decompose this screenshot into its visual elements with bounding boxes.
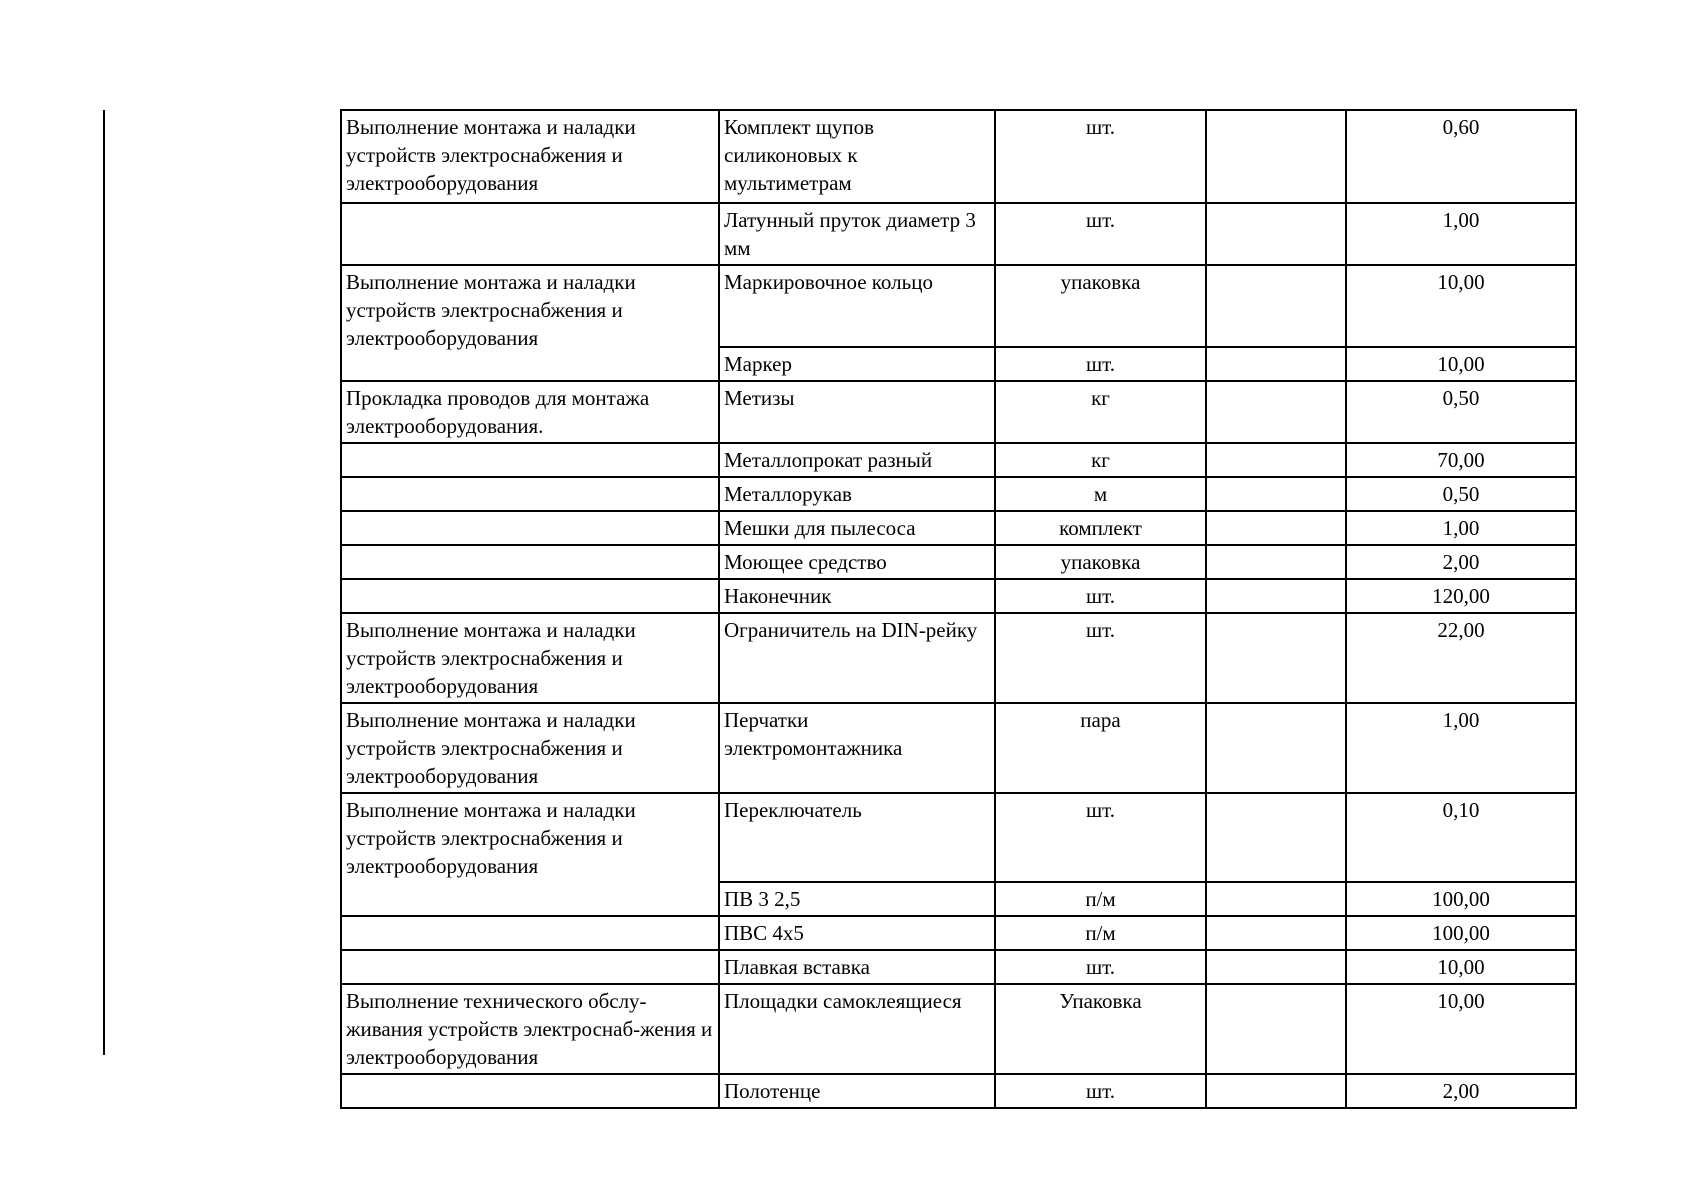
activity-cell bbox=[341, 511, 719, 545]
activity-cell: Выполнение монтажа и наладки устройств электроснабжения и электрооборудования bbox=[341, 613, 719, 703]
activity-cell: Прокладка проводов для монтажа электрооборудования. bbox=[341, 381, 719, 443]
table-row bbox=[341, 477, 1576, 511]
activity-cell bbox=[341, 1074, 719, 1108]
price-cell bbox=[1206, 477, 1346, 511]
item-cell: Металлопрокат разный bbox=[719, 443, 995, 477]
item-cell: Площадки самоклеящиеся bbox=[719, 984, 995, 1074]
item-cell: Полотенце bbox=[719, 1074, 995, 1108]
item-cell: ПВС 4х5 bbox=[719, 916, 995, 950]
item-cell: Мешки для пылесоса bbox=[719, 511, 995, 545]
item-cell: Металлорукав bbox=[719, 477, 995, 511]
qty-cell: 10,00 bbox=[1346, 347, 1576, 381]
table-row bbox=[341, 703, 1576, 793]
price-cell bbox=[1206, 1074, 1346, 1108]
table-row bbox=[341, 110, 1576, 203]
item-cell: Перчатки электромонтажника bbox=[719, 703, 995, 793]
item-cell: Маркер bbox=[719, 347, 995, 381]
unit-cell: кг bbox=[995, 443, 1206, 477]
unit-cell: комплект bbox=[995, 511, 1206, 545]
activity-cell bbox=[341, 477, 719, 511]
qty-cell: 22,00 bbox=[1346, 613, 1576, 703]
activity-cell: Выполнение технического обслу-живания устройств электроснаб-жения и электрооборудования bbox=[341, 984, 719, 1074]
price-cell bbox=[1206, 545, 1346, 579]
unit-cell: м bbox=[995, 477, 1206, 511]
qty-cell: 10,00 bbox=[1346, 265, 1576, 347]
item-cell: Моющее средство bbox=[719, 545, 995, 579]
item-cell: Метизы bbox=[719, 381, 995, 443]
price-cell bbox=[1206, 110, 1346, 203]
price-cell bbox=[1206, 381, 1346, 443]
qty-cell: 0,50 bbox=[1346, 477, 1576, 511]
left-margin-rule bbox=[103, 110, 105, 1055]
price-cell bbox=[1206, 916, 1346, 950]
item-cell: Переключатель bbox=[719, 793, 995, 882]
price-cell bbox=[1206, 703, 1346, 793]
unit-cell: пара bbox=[995, 703, 1206, 793]
table-row bbox=[341, 443, 1576, 477]
activity-cell bbox=[341, 950, 719, 984]
materials-table bbox=[340, 109, 1577, 1109]
activity-cell: Выполнение монтажа и наладки устройств электроснабжения и электрооборудования bbox=[341, 265, 719, 381]
table-row bbox=[341, 511, 1576, 545]
table-row bbox=[341, 545, 1576, 579]
qty-cell: 0,60 bbox=[1346, 110, 1576, 203]
item-cell: ПВ 3 2,5 bbox=[719, 882, 995, 916]
unit-cell: упаковка bbox=[995, 265, 1206, 347]
price-cell bbox=[1206, 579, 1346, 613]
activity-cell bbox=[341, 443, 719, 477]
item-cell: Латунный пруток диаметр 3 мм bbox=[719, 203, 995, 265]
price-cell bbox=[1206, 882, 1346, 916]
qty-cell: 1,00 bbox=[1346, 703, 1576, 793]
price-cell bbox=[1206, 265, 1346, 347]
unit-cell: п/м bbox=[995, 916, 1206, 950]
unit-cell: шт. bbox=[995, 203, 1206, 265]
unit-cell: шт. bbox=[995, 613, 1206, 703]
item-cell: Комплект щупов силиконовых к мультиметрам bbox=[719, 110, 995, 203]
activity-cell bbox=[341, 203, 719, 265]
table-row bbox=[341, 613, 1576, 703]
activity-cell: Выполнение монтажа и наладки устройств электроснабжения и электрооборудования bbox=[341, 110, 719, 203]
unit-cell: шт. bbox=[995, 793, 1206, 882]
qty-cell: 100,00 bbox=[1346, 916, 1576, 950]
price-cell bbox=[1206, 347, 1346, 381]
price-cell bbox=[1206, 950, 1346, 984]
qty-cell: 0,10 bbox=[1346, 793, 1576, 882]
qty-cell: 10,00 bbox=[1346, 984, 1576, 1074]
price-cell bbox=[1206, 793, 1346, 882]
unit-cell: шт. bbox=[995, 1074, 1206, 1108]
activity-cell bbox=[341, 579, 719, 613]
unit-cell: Упаковка bbox=[995, 984, 1206, 1074]
activity-cell: Выполнение монтажа и наладки устройств электроснабжения и электрооборудования bbox=[341, 793, 719, 916]
unit-cell: шт. bbox=[995, 579, 1206, 613]
qty-cell: 100,00 bbox=[1346, 882, 1576, 916]
item-cell: Наконечник bbox=[719, 579, 995, 613]
item-cell: Ограничитель на DIN-рейку bbox=[719, 613, 995, 703]
price-cell bbox=[1206, 443, 1346, 477]
table-row bbox=[341, 265, 1576, 347]
item-cell: Маркировочное кольцо bbox=[719, 265, 995, 347]
qty-cell: 2,00 bbox=[1346, 545, 1576, 579]
table-row bbox=[341, 1074, 1576, 1108]
qty-cell: 1,00 bbox=[1346, 511, 1576, 545]
qty-cell: 120,00 bbox=[1346, 579, 1576, 613]
table-row bbox=[341, 984, 1576, 1074]
unit-cell: п/м bbox=[995, 882, 1206, 916]
qty-cell: 70,00 bbox=[1346, 443, 1576, 477]
qty-cell: 10,00 bbox=[1346, 950, 1576, 984]
activity-cell: Выполнение монтажа и наладки устройств электроснабжения и электрооборудования bbox=[341, 703, 719, 793]
table-row bbox=[341, 793, 1576, 882]
unit-cell: кг bbox=[995, 381, 1206, 443]
item-cell: Плавкая вставка bbox=[719, 950, 995, 984]
unit-cell: шт. bbox=[995, 110, 1206, 203]
table-row bbox=[341, 950, 1576, 984]
table-row bbox=[341, 381, 1576, 443]
qty-cell: 0,50 bbox=[1346, 381, 1576, 443]
price-cell bbox=[1206, 203, 1346, 265]
unit-cell: шт. bbox=[995, 950, 1206, 984]
activity-cell bbox=[341, 916, 719, 950]
qty-cell: 1,00 bbox=[1346, 203, 1576, 265]
price-cell bbox=[1206, 613, 1346, 703]
price-cell bbox=[1206, 511, 1346, 545]
unit-cell: упаковка bbox=[995, 545, 1206, 579]
table-row bbox=[341, 203, 1576, 265]
table-row bbox=[341, 916, 1576, 950]
unit-cell: шт. bbox=[995, 347, 1206, 381]
qty-cell: 2,00 bbox=[1346, 1074, 1576, 1108]
price-cell bbox=[1206, 984, 1346, 1074]
table-row bbox=[341, 579, 1576, 613]
activity-cell bbox=[341, 545, 719, 579]
